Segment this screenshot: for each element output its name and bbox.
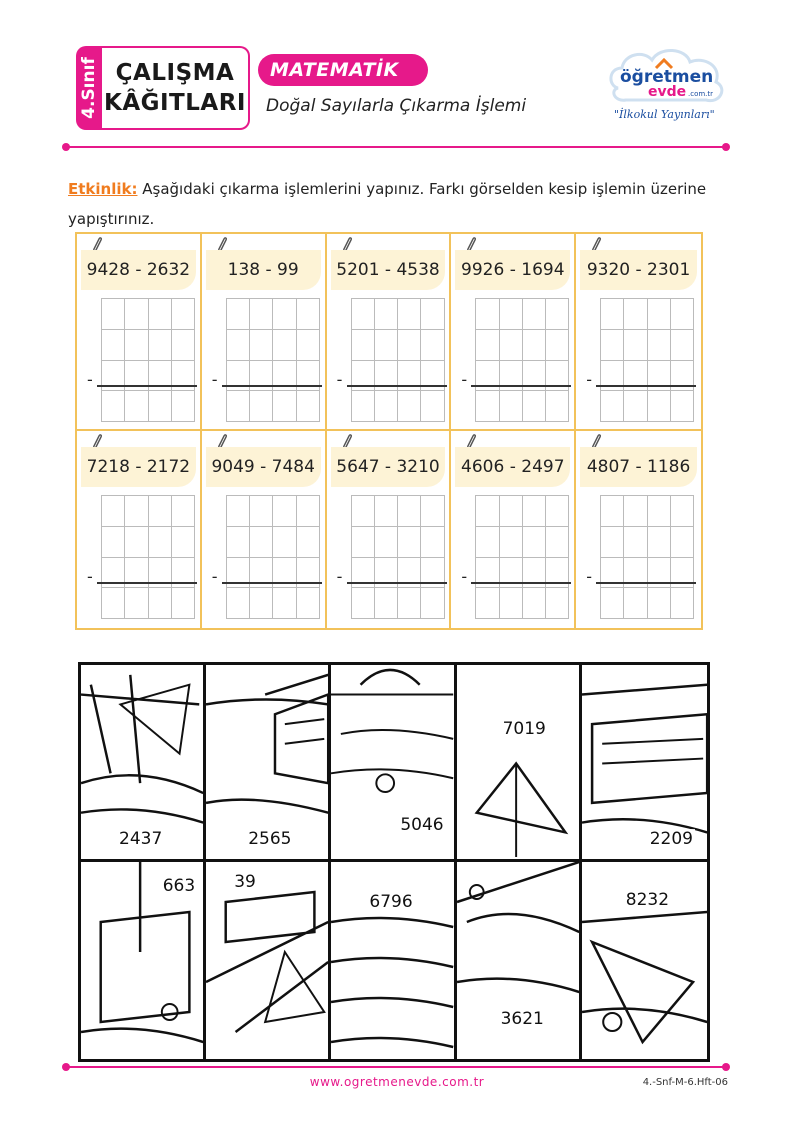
digit-box[interactable] — [601, 299, 624, 330]
footer-code: 4.-Snf-M-6.Hft-06 — [642, 1077, 728, 1088]
digit-box[interactable] — [125, 496, 148, 527]
digit-box[interactable] — [375, 299, 398, 330]
problem-band — [455, 250, 570, 290]
digit-box[interactable] — [352, 496, 375, 527]
digit-box[interactable] — [648, 330, 671, 361]
digit-box[interactable] — [250, 588, 273, 619]
problem-cell — [451, 234, 576, 431]
puzzle-piece[interactable] — [457, 665, 582, 862]
problem-text: 5201 - 4538 — [336, 260, 440, 280]
problem-cell — [451, 431, 576, 628]
problem-text: 9049 - 7484 — [211, 457, 315, 477]
problem-band — [206, 447, 321, 487]
digit-box[interactable] — [398, 496, 421, 527]
digit-box[interactable] — [523, 330, 546, 361]
digit-box[interactable] — [523, 299, 546, 330]
digit-box[interactable] — [375, 330, 398, 361]
answer-line — [347, 385, 447, 387]
digit-box[interactable] — [398, 527, 421, 558]
answer-number: 39 — [234, 872, 256, 892]
title-line-1: ÇALIŞMA — [115, 60, 235, 86]
digit-boxes — [101, 298, 195, 422]
digit-boxes — [475, 298, 569, 422]
digit-box[interactable] — [273, 527, 296, 558]
minus-sign: - — [586, 567, 592, 586]
digit-box[interactable] — [476, 299, 499, 330]
digit-box[interactable] — [648, 391, 671, 422]
grade-label: 4.Sınıf — [79, 57, 99, 119]
problem-cell — [327, 431, 452, 628]
digit-box[interactable] — [273, 496, 296, 527]
digit-box[interactable] — [297, 527, 320, 558]
subject-label: MATEMATİK — [270, 59, 399, 81]
digit-box[interactable] — [297, 330, 320, 361]
digit-box[interactable] — [421, 299, 444, 330]
answer-line — [97, 385, 197, 387]
digit-box[interactable] — [227, 527, 250, 558]
digit-box[interactable] — [523, 588, 546, 619]
digit-box[interactable] — [172, 299, 195, 330]
problem-band — [331, 447, 446, 487]
digit-box[interactable] — [523, 496, 546, 527]
digit-box[interactable] — [102, 299, 125, 330]
digit-box[interactable] — [149, 330, 172, 361]
problem-cell — [77, 234, 202, 431]
digit-box[interactable] — [546, 299, 569, 330]
problem-band — [81, 250, 196, 290]
digit-box[interactable] — [601, 588, 624, 619]
digit-boxes — [226, 495, 320, 619]
digit-box[interactable] — [250, 299, 273, 330]
grade-tab — [76, 46, 102, 130]
problem-text: 4606 - 2497 — [461, 457, 565, 477]
digit-box[interactable] — [476, 330, 499, 361]
digit-box[interactable] — [671, 496, 694, 527]
answer-number: 663 — [162, 876, 196, 896]
digit-box[interactable] — [546, 588, 569, 619]
digit-box[interactable] — [297, 391, 320, 422]
answer-number: 2437 — [119, 829, 163, 849]
digit-box[interactable] — [172, 496, 195, 527]
problem-text: 9926 - 1694 — [461, 260, 565, 280]
digit-box[interactable] — [273, 588, 296, 619]
answer-line — [596, 385, 696, 387]
digit-box[interactable] — [352, 527, 375, 558]
digit-box[interactable] — [250, 527, 273, 558]
digit-box[interactable] — [172, 527, 195, 558]
digit-box[interactable] — [648, 588, 671, 619]
digit-box[interactable] — [601, 527, 624, 558]
digit-box[interactable] — [476, 391, 499, 422]
digit-box[interactable] — [102, 330, 125, 361]
digit-box[interactable] — [375, 391, 398, 422]
puzzle-piece[interactable] — [331, 665, 456, 862]
problem-cell — [77, 431, 202, 628]
digit-box[interactable] — [546, 527, 569, 558]
minus-sign: - — [211, 370, 218, 389]
digit-box[interactable] — [149, 588, 172, 619]
minus-sign: - — [87, 567, 93, 586]
answer-number: 2209 — [649, 829, 693, 849]
footer-website[interactable]: www.ogretmenevde.com.tr — [309, 1075, 485, 1089]
digit-boxes — [600, 298, 694, 422]
digit-box[interactable] — [273, 299, 296, 330]
problem-grid — [75, 232, 703, 630]
problem-cell — [202, 234, 327, 431]
instructions — [68, 174, 718, 234]
digit-box[interactable] — [352, 588, 375, 619]
digit-box[interactable] — [476, 496, 499, 527]
problem-cell — [576, 431, 701, 628]
digit-box[interactable] — [624, 588, 647, 619]
digit-boxes — [475, 495, 569, 619]
digit-box[interactable] — [546, 391, 569, 422]
minus-sign: - — [461, 567, 468, 586]
digit-box[interactable] — [624, 496, 647, 527]
problem-cell — [327, 234, 452, 431]
answer-number: 8232 — [625, 890, 670, 910]
digit-box[interactable] — [601, 330, 624, 361]
digit-box[interactable] — [398, 299, 421, 330]
answer-line — [222, 385, 322, 387]
digit-box[interactable] — [375, 588, 398, 619]
problem-band — [455, 447, 570, 487]
problem-band — [206, 250, 321, 290]
digit-box[interactable] — [172, 330, 195, 361]
answer-line — [222, 582, 322, 584]
digit-box[interactable] — [273, 330, 296, 361]
digit-box[interactable] — [149, 496, 172, 527]
digit-box[interactable] — [125, 588, 148, 619]
puzzle-piece[interactable] — [81, 665, 206, 862]
subject-badge — [258, 54, 428, 86]
digit-box[interactable] — [375, 527, 398, 558]
digit-box[interactable] — [227, 391, 250, 422]
digit-boxes — [600, 495, 694, 619]
digit-box[interactable] — [172, 391, 195, 422]
problem-band — [580, 447, 697, 487]
pirate-ship-fragment — [457, 665, 579, 859]
puzzle-piece[interactable] — [582, 862, 707, 1059]
publisher-logo — [604, 42, 730, 128]
digit-box[interactable] — [273, 391, 296, 422]
problem-text: 4807 - 1186 — [586, 457, 691, 477]
digit-box[interactable] — [102, 496, 125, 527]
digit-box[interactable] — [352, 330, 375, 361]
answer-number: 5046 — [400, 815, 444, 835]
digit-box[interactable] — [375, 496, 398, 527]
answer-line — [347, 582, 447, 584]
digit-box[interactable] — [476, 527, 499, 558]
digit-box[interactable] — [601, 391, 624, 422]
digit-box[interactable] — [648, 299, 671, 330]
footer-divider — [66, 1066, 726, 1068]
digit-box[interactable] — [421, 527, 444, 558]
topic-title: Doğal Sayılarla Çıkarma İşlemi — [266, 96, 527, 116]
digit-box[interactable] — [125, 299, 148, 330]
puzzle-piece[interactable] — [582, 665, 707, 862]
digit-box[interactable] — [398, 330, 421, 361]
digit-box[interactable] — [624, 527, 647, 558]
digit-box[interactable] — [671, 330, 694, 361]
digit-box[interactable] — [398, 588, 421, 619]
digit-box[interactable] — [624, 330, 647, 361]
digit-box[interactable] — [624, 391, 647, 422]
instructions-text: Aşağıdaki çıkarma işlemlerini yapınız. Farkı görselden kesip işlemin üzerine yapıştırınız. — [68, 180, 707, 228]
digit-box[interactable] — [172, 588, 195, 619]
pirate-ship-fragment — [457, 862, 579, 1059]
digit-box[interactable] — [102, 527, 125, 558]
digit-box[interactable] — [250, 391, 273, 422]
digit-box[interactable] — [671, 588, 694, 619]
digit-boxes — [226, 298, 320, 422]
digit-box[interactable] — [671, 527, 694, 558]
digit-box[interactable] — [227, 496, 250, 527]
logo-sub-text: evde — [648, 84, 687, 100]
answer-number: 2565 — [248, 829, 292, 849]
digit-box[interactable] — [398, 391, 421, 422]
digit-box[interactable] — [671, 391, 694, 422]
title-line-2: KÂĞITLARI — [104, 90, 246, 116]
digit-box[interactable] — [125, 391, 148, 422]
digit-boxes — [101, 495, 195, 619]
digit-box[interactable] — [297, 496, 320, 527]
logo-tagline: "İlkokul Yayınları" — [614, 108, 715, 121]
digit-box[interactable] — [523, 527, 546, 558]
digit-box[interactable] — [297, 588, 320, 619]
digit-box[interactable] — [125, 527, 148, 558]
answer-line — [97, 582, 197, 584]
answer-number: 6796 — [369, 892, 413, 912]
digit-box[interactable] — [671, 299, 694, 330]
problem-text: 138 - 99 — [227, 260, 299, 280]
digit-boxes — [351, 495, 445, 619]
puzzle-piece[interactable] — [331, 862, 456, 1059]
digit-box[interactable] — [500, 391, 523, 422]
logo-main-text: öğretmen — [620, 67, 714, 87]
digit-box[interactable] — [500, 496, 523, 527]
digit-box[interactable] — [500, 527, 523, 558]
digit-box[interactable] — [421, 496, 444, 527]
minus-sign: - — [211, 567, 218, 586]
puzzle-piece[interactable] — [206, 665, 331, 862]
digit-box[interactable] — [125, 330, 148, 361]
minus-sign: - — [461, 370, 468, 389]
problem-cell — [576, 234, 701, 431]
problem-band — [580, 250, 697, 290]
digit-box[interactable] — [102, 391, 125, 422]
digit-box[interactable] — [250, 330, 273, 361]
digit-box[interactable] — [523, 391, 546, 422]
digit-box[interactable] — [546, 330, 569, 361]
digit-box[interactable] — [648, 496, 671, 527]
problem-text: 7218 - 2172 — [86, 457, 191, 477]
digit-box[interactable] — [648, 527, 671, 558]
digit-box[interactable] — [421, 588, 444, 619]
digit-box[interactable] — [149, 527, 172, 558]
logo-domain-text: .com.tr — [688, 90, 714, 98]
digit-box[interactable] — [297, 299, 320, 330]
header-divider — [66, 146, 726, 148]
problem-band — [331, 250, 446, 290]
worksheet-title — [102, 46, 250, 130]
puzzle-piece[interactable] — [206, 862, 331, 1059]
minus-sign: - — [336, 567, 343, 586]
problem-text: 5647 - 3210 — [336, 457, 440, 477]
digit-box[interactable] — [421, 330, 444, 361]
digit-box[interactable] — [500, 299, 523, 330]
digit-box[interactable] — [149, 391, 172, 422]
digit-box[interactable] — [227, 299, 250, 330]
answer-line — [471, 582, 571, 584]
problem-text: 9320 - 2301 — [586, 260, 691, 280]
digit-box[interactable] — [601, 496, 624, 527]
digit-box[interactable] — [476, 588, 499, 619]
digit-box[interactable] — [546, 496, 569, 527]
answer-number: 7019 — [502, 719, 546, 739]
answer-number: 3621 — [500, 1009, 544, 1029]
digit-box[interactable] — [250, 496, 273, 527]
problem-cell — [202, 431, 327, 628]
digit-box[interactable] — [227, 330, 250, 361]
digit-box[interactable] — [500, 588, 523, 619]
answer-line — [596, 582, 696, 584]
minus-sign: - — [336, 370, 343, 389]
digit-box[interactable] — [624, 299, 647, 330]
minus-sign: - — [87, 370, 93, 389]
digit-boxes — [351, 298, 445, 422]
problem-band — [81, 447, 196, 487]
digit-box[interactable] — [227, 588, 250, 619]
answer-line — [471, 385, 571, 387]
answer-picture-puzzle — [78, 662, 710, 1062]
digit-box[interactable] — [352, 391, 375, 422]
digit-box[interactable] — [421, 391, 444, 422]
puzzle-piece[interactable] — [457, 862, 582, 1059]
digit-box[interactable] — [102, 588, 125, 619]
minus-sign: - — [586, 370, 592, 389]
puzzle-piece[interactable] — [81, 862, 206, 1059]
digit-box[interactable] — [149, 299, 172, 330]
digit-box[interactable] — [500, 330, 523, 361]
digit-box[interactable] — [352, 299, 375, 330]
pirate-ship-fragment — [206, 862, 328, 1059]
problem-text: 9428 - 2632 — [86, 260, 191, 280]
instructions-lead: Etkinlik: — [68, 180, 138, 198]
